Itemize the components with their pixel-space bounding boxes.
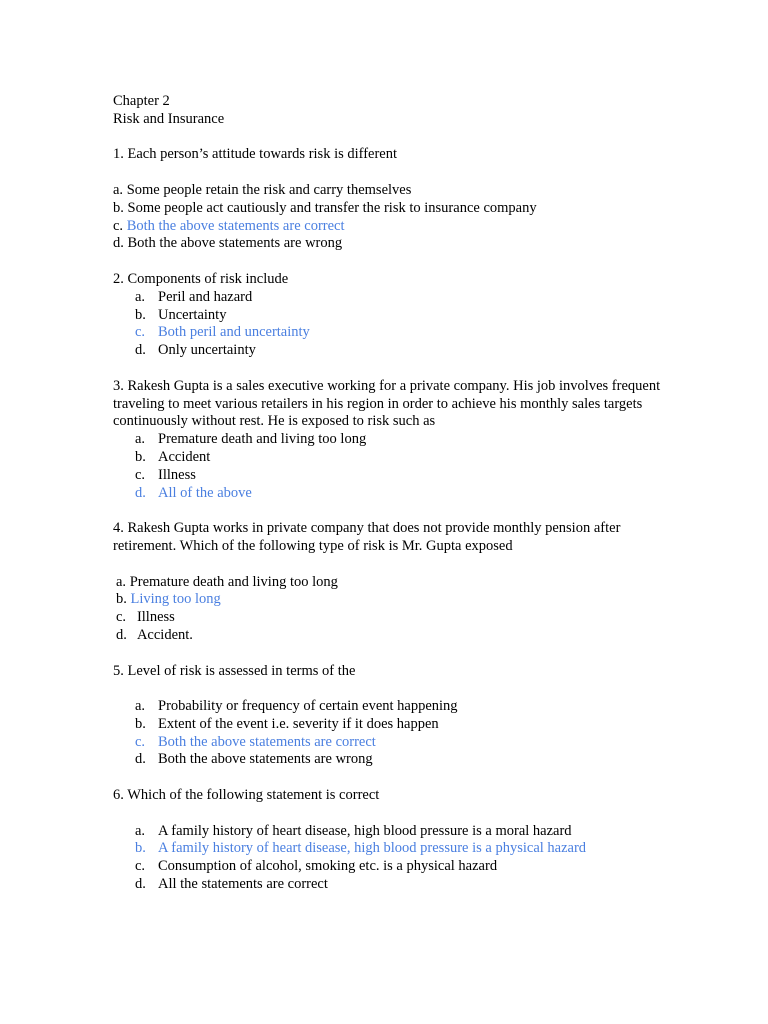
question-stem: 2. Components of risk include <box>113 270 289 287</box>
option-marker: a. <box>113 181 124 198</box>
chapter-heading: Chapter 2 <box>113 93 170 109</box>
option-b <box>113 307 673 325</box>
option-b-correct <box>113 840 673 858</box>
question-stem: 4. Rakesh Gupta works in private company that does not provide monthly pension after retirement. Which of the following type of risk is Mr. Gupta exposed <box>113 520 621 554</box>
option-marker: d. <box>135 484 146 501</box>
option-c-correct <box>113 734 673 752</box>
option-text: Uncertainty <box>158 306 227 323</box>
option-b <box>113 200 673 218</box>
option-b <box>113 449 673 467</box>
option-marker: c. <box>116 609 127 626</box>
option-text: Probability or frequency of certain event happening <box>158 698 458 715</box>
option-text: Both peril and uncertainty <box>158 324 310 341</box>
option-text: Extent of the event i.e. severity if it does happen <box>158 715 439 732</box>
option-marker: b. <box>135 306 146 323</box>
option-text: Only uncertainty <box>158 342 256 359</box>
option-d <box>113 342 673 360</box>
option-marker: d. <box>135 876 146 893</box>
option-c-correct <box>113 324 673 342</box>
option-d <box>113 876 673 894</box>
option-text: Both the above statements are wrong <box>127 235 343 252</box>
question-stem: 5. Level of risk is assessed in terms of the <box>113 662 356 679</box>
question-stem: 6. Which of the following statement is correct <box>113 787 380 804</box>
option-a <box>113 574 673 592</box>
option-text: All of the above <box>158 484 252 501</box>
option-text: Both the above statements are correct <box>158 733 376 750</box>
option-a <box>113 431 673 449</box>
option-marker: c. <box>135 733 146 750</box>
option-marker: a. <box>135 431 146 448</box>
option-c <box>113 467 673 485</box>
option-d <box>113 751 673 769</box>
question-6 <box>113 787 673 894</box>
option-list <box>113 698 673 769</box>
option-marker: c. <box>135 324 146 341</box>
option-marker: b. <box>113 199 124 216</box>
option-text: Premature death and living too long <box>158 431 367 448</box>
option-text: Consumption of alcohol, smoking etc. is a physical hazard <box>158 858 498 875</box>
option-marker: a. <box>135 822 146 839</box>
option-a <box>113 823 673 841</box>
question-1 <box>113 146 673 253</box>
document-page <box>113 93 673 894</box>
question-5 <box>113 663 673 770</box>
option-marker: b. <box>116 591 127 608</box>
option-marker: c. <box>113 217 124 234</box>
option-b-correct <box>113 591 673 609</box>
option-b <box>113 716 673 734</box>
option-text: Premature death and living too long <box>129 573 338 590</box>
option-marker: d. <box>135 342 146 359</box>
option-marker: b. <box>135 840 146 857</box>
option-marker: a. <box>135 698 146 715</box>
option-d <box>113 235 673 253</box>
option-a <box>113 182 673 200</box>
option-list <box>113 823 673 894</box>
option-text: Peril and hazard <box>158 288 253 305</box>
option-text: Illness <box>136 609 175 626</box>
option-text: Some people act cautiously and transfer the risk to insurance company <box>127 199 537 216</box>
option-text: A family history of heart disease, high blood pressure is a moral hazard <box>158 822 572 839</box>
option-a <box>113 698 673 716</box>
option-d <box>113 627 673 645</box>
option-text: Accident <box>158 448 211 465</box>
question-stem: 3. Rakesh Gupta is a sales executive working for a private company. His job involves frequent traveling to meet various retailers in his region in order to achieve his monthly sales targets continuously without rest. He is exposed to risk such as <box>113 377 661 430</box>
option-text: Both the above statements are wrong <box>158 751 373 768</box>
option-text: Accident. <box>136 626 193 643</box>
option-c <box>113 609 673 627</box>
document-title: Risk and Insurance <box>113 110 225 127</box>
option-text: Illness <box>158 466 196 483</box>
option-text: Living too long <box>130 591 221 608</box>
option-a <box>113 289 673 307</box>
option-list <box>113 289 673 360</box>
option-marker: b. <box>135 448 146 465</box>
option-marker: c. <box>135 858 146 875</box>
option-text: A family history of heart disease, high blood pressure is a physical hazard <box>158 840 587 857</box>
option-c <box>113 858 673 876</box>
option-c-correct <box>113 218 673 236</box>
option-list <box>113 431 673 502</box>
option-marker: d. <box>113 235 124 252</box>
option-text: All the statements are correct <box>158 876 328 893</box>
question-3 <box>113 378 673 503</box>
option-text: Some people retain the risk and carry themselves <box>126 181 412 198</box>
option-marker: c. <box>135 466 146 483</box>
option-marker: d. <box>135 751 146 768</box>
question-stem: 1. Each person’s attitude towards risk is different <box>113 146 398 163</box>
option-marker: a. <box>135 288 146 305</box>
question-4 <box>113 520 673 645</box>
option-text: Both the above statements are correct <box>126 217 345 234</box>
option-marker: d. <box>116 626 127 643</box>
option-d-correct <box>113 485 673 503</box>
option-marker: b. <box>135 715 146 732</box>
question-2 <box>113 271 673 360</box>
option-marker: a. <box>116 573 127 590</box>
